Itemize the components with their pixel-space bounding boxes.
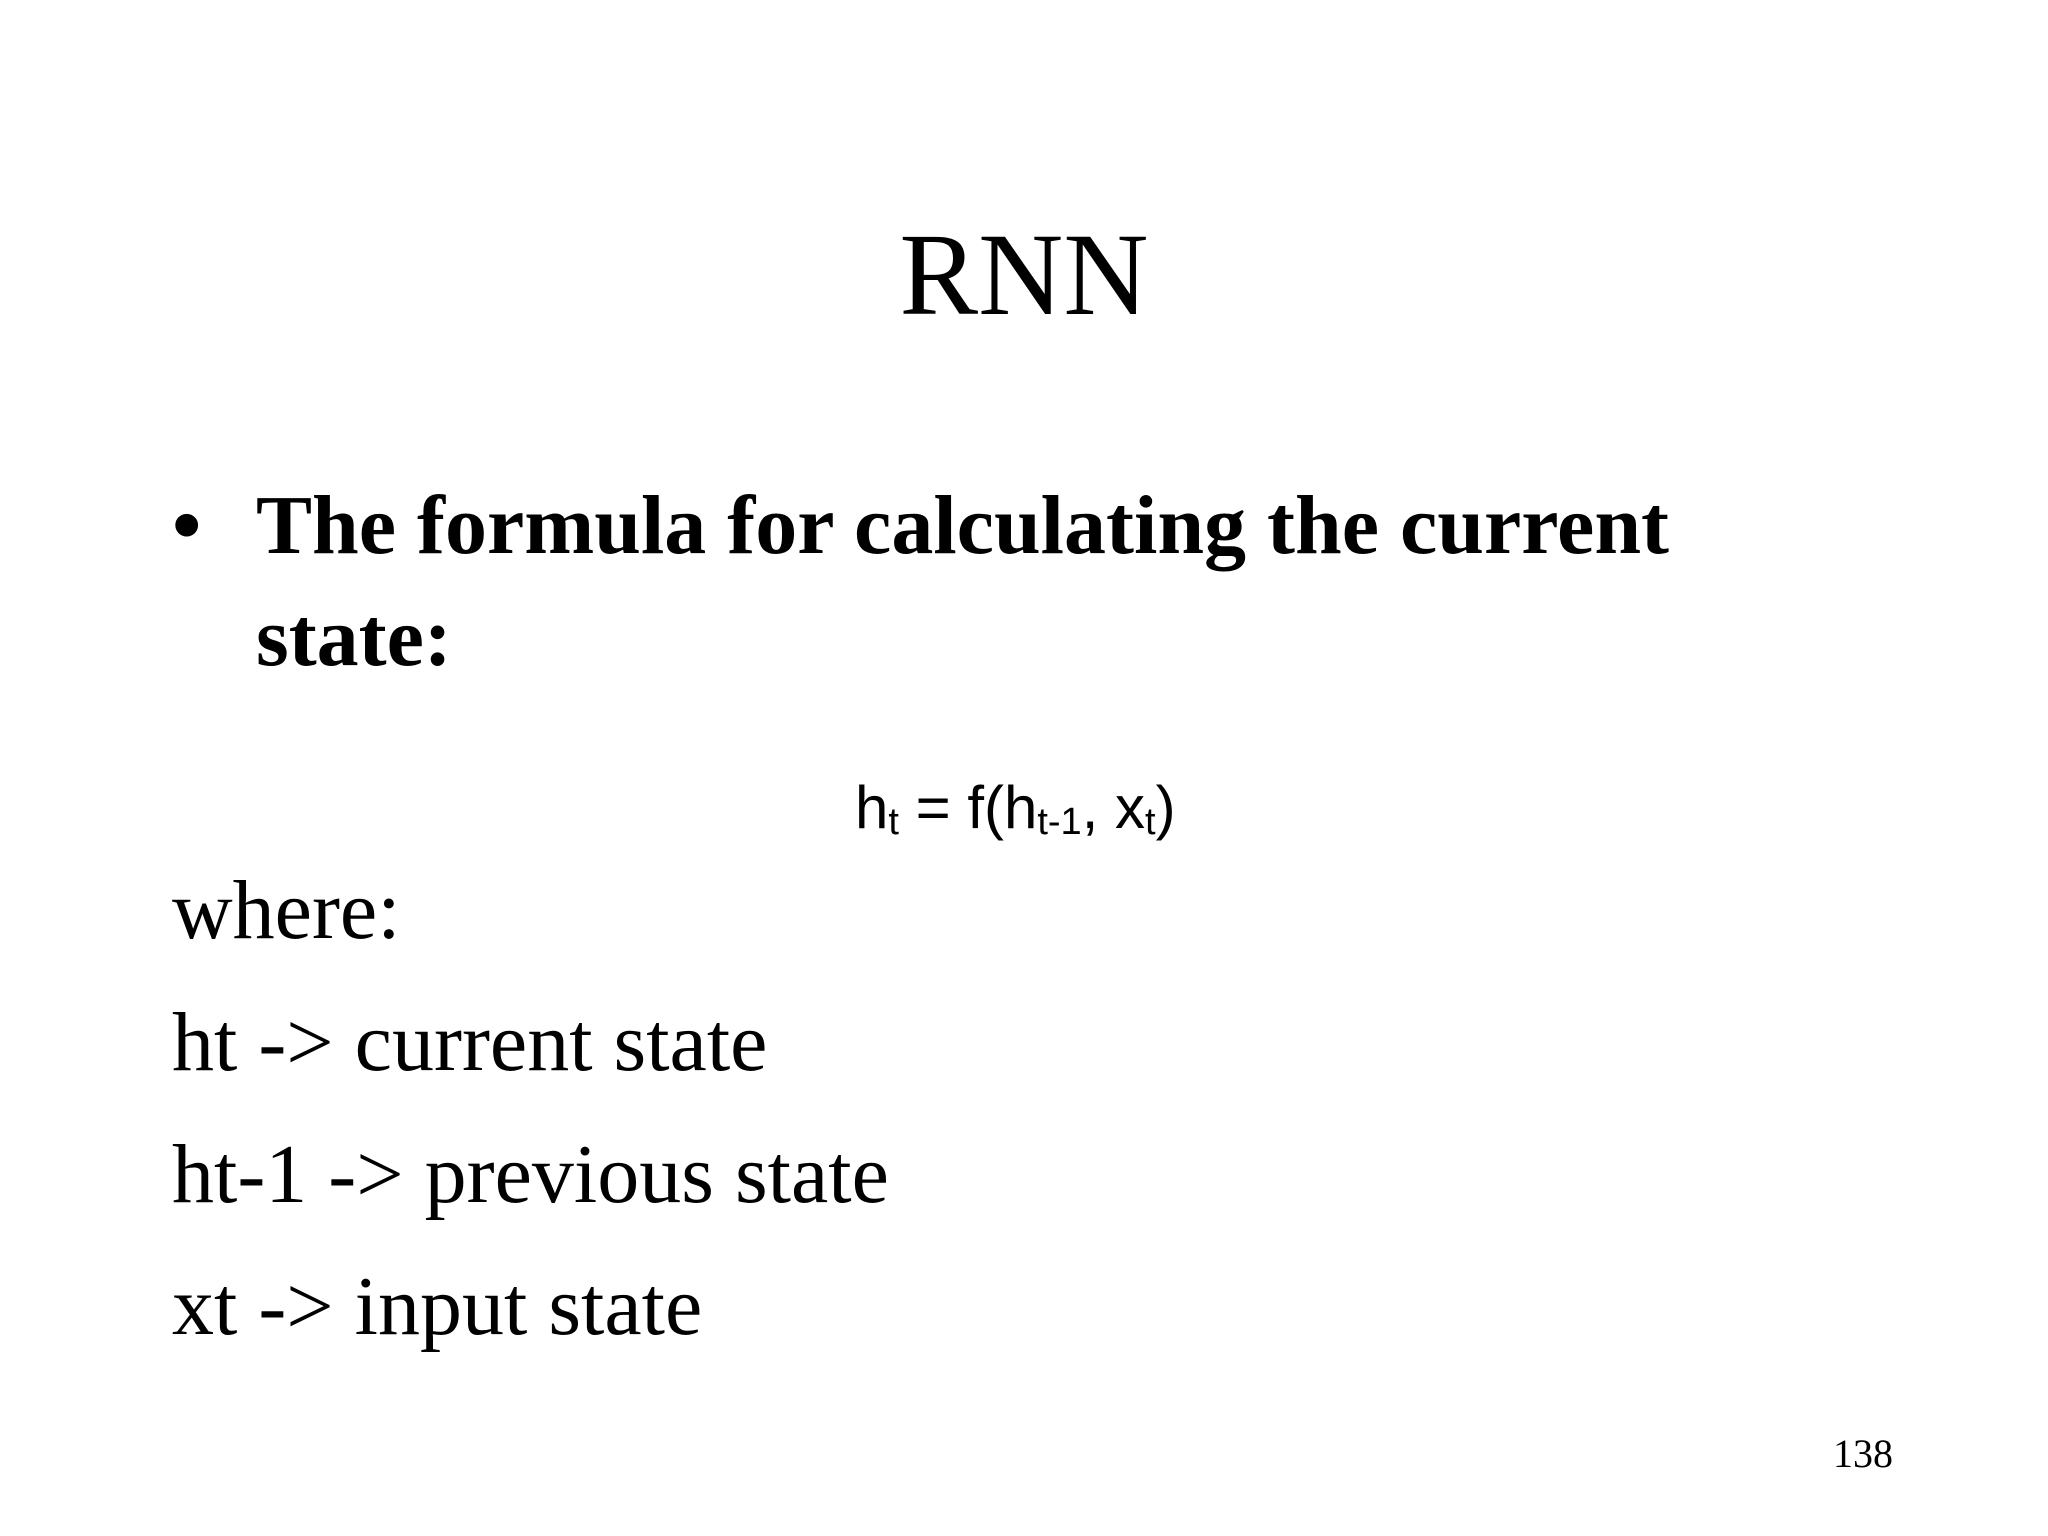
bullet-text: The formula for calculating the current state: [256,479,1670,684]
formula [855,772,1176,844]
formula-x: x [1115,774,1146,841]
bullet-item [172,470,1872,694]
formula-h: h [855,774,889,841]
formula-x-subscript: t [1145,801,1156,843]
formula-h-prev-subscript: t-1 [1037,801,1082,843]
formula-comma: , [1081,774,1116,841]
definition-ht: ht -> current state [172,996,768,1089]
formula-close-paren: ) [1155,774,1176,841]
definitions-list [172,845,889,1373]
formula-equals-f: = f( [898,774,1004,841]
formula-h-subscript: t [888,801,899,843]
definition-ht-1: ht-1 -> previous state [172,1128,889,1221]
slide-title: RNN [899,209,1149,340]
definition-where: where: [172,864,401,957]
definition-xt: xt -> input state [172,1260,703,1353]
page-number: 138 [1833,1431,1893,1476]
formula-h-prev: h [1003,774,1038,841]
bullet-marker: • [172,479,202,572]
